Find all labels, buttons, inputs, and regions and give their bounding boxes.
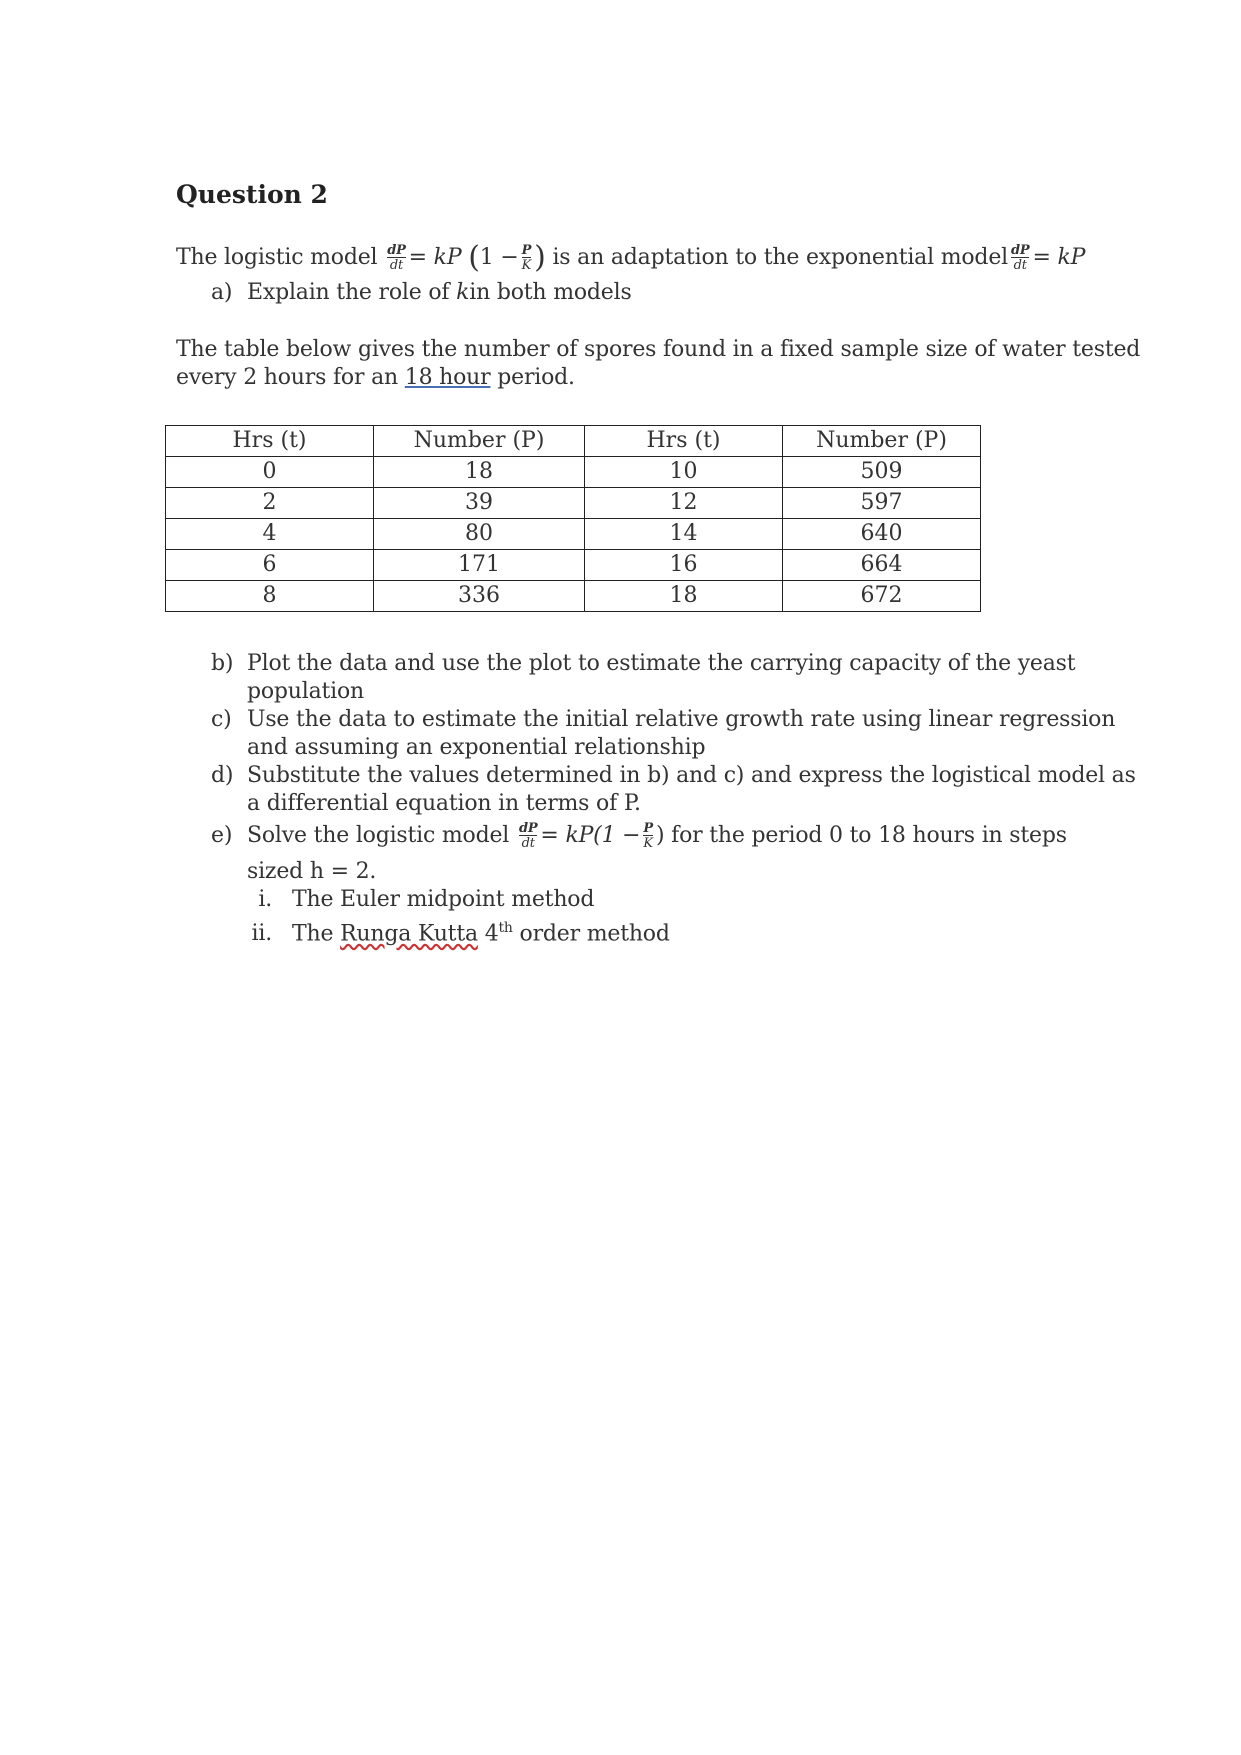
- one-minus: 1 −: [479, 245, 519, 270]
- part-c-line2: and assuming an exponential relationship: [247, 735, 706, 760]
- table-cell: 664: [783, 550, 981, 581]
- header-hrs-1: Hrs (t): [166, 426, 374, 457]
- part-e-rhs: = kP(1 −: [540, 823, 641, 848]
- table-row: [166, 519, 981, 550]
- hour-link: 18 hour: [404, 365, 491, 390]
- k-symbol: k: [456, 280, 470, 305]
- table-cell: 14: [585, 519, 783, 550]
- part-a-text: Explain the role of: [247, 280, 450, 305]
- part-e-line2: sized h = 2.: [247, 859, 377, 884]
- subpart-i: i. The Euler midpoint method: [200, 886, 594, 914]
- table-header-row: [166, 426, 981, 457]
- table-cell: 336: [374, 581, 585, 612]
- intro-prefix: The logistic model: [176, 245, 378, 270]
- question-title: Question 2: [176, 180, 328, 209]
- part-b-line1: b) Plot the data and use the plot to estimate the carrying capacity of the yeast: [211, 651, 1076, 676]
- subpart-ii-marker: ii.: [251, 921, 272, 947]
- p-over-k-fraction-2: $\frac{P}{K}$: [643, 821, 653, 851]
- subpart-i-marker: i.: [258, 887, 272, 912]
- header-number-1: Number (P): [374, 426, 585, 457]
- part-c-marker: c): [211, 707, 232, 732]
- part-e-line1: e) Solve the logistic model $\frac{dP}{dt}$ = kP(1 − $\frac{P}{K}$ ) for the period 0 to 18 hours in steps: [211, 821, 1067, 851]
- table-cell: 0: [166, 457, 374, 488]
- dpdt-fraction-3: $\frac{dP}{dt}$: [518, 821, 538, 851]
- part-c-line1: c) Use the data to estimate the initial relative growth rate using linear regression: [211, 707, 1116, 732]
- table-cell: 6: [166, 550, 374, 581]
- table-cell: 80: [374, 519, 585, 550]
- table-row: [166, 550, 981, 581]
- dpdt-fraction: $\frac{dP}{dt}$: [387, 243, 406, 273]
- part-d-marker: d): [211, 763, 234, 788]
- part-a: [211, 279, 632, 307]
- intro-line: The logistic model $\frac{dP}{dt}$ = kP (1 − $\frac{P}{K}$ ) is an adaptation to the exponential model $\frac{dP}{dt}$ = kP: [176, 240, 1086, 275]
- dpdt-fraction-2: $\frac{dP}{dt}$: [1010, 243, 1030, 273]
- table-cell: 672: [783, 581, 981, 612]
- subpart-ii: ii. The Runga Kutta 4th order method: [200, 914, 670, 948]
- table-cell: 18: [374, 457, 585, 488]
- spellcheck-word: Runga Kutta: [340, 921, 478, 947]
- part-a-text-end: in both models: [469, 280, 632, 305]
- part-d-line1: d) Substitute the values determined in b) and c) and express the logistical model as: [211, 763, 1136, 788]
- part-b-marker: b): [211, 651, 234, 676]
- table-cell: 39: [374, 488, 585, 519]
- intro-middle: is an adaptation to the exponential model: [552, 245, 1008, 270]
- table-cell: 640: [783, 519, 981, 550]
- part-e-marker: e): [211, 823, 233, 848]
- table-row: [166, 488, 981, 519]
- table-cell: 2: [166, 488, 374, 519]
- table-row: [166, 457, 981, 488]
- table-cell: 10: [585, 457, 783, 488]
- part-b-line2: population: [247, 679, 365, 704]
- table-cell: 18: [585, 581, 783, 612]
- header-hrs-2: Hrs (t): [585, 426, 783, 457]
- table-intro-line2: every 2 hours for an 18 hour period.: [176, 365, 575, 390]
- table-cell: 8: [166, 581, 374, 612]
- spores-table: [165, 425, 981, 612]
- header-number-2: Number (P): [783, 426, 981, 457]
- part-d-line2: a differential equation in terms of P.: [247, 791, 641, 816]
- table-cell: 16: [585, 550, 783, 581]
- table-cell: 509: [783, 457, 981, 488]
- table-cell: 12: [585, 488, 783, 519]
- p-over-k-fraction: $\frac{P}{K}$: [521, 243, 532, 273]
- table-intro-line1: The table below gives the number of spores found in a fixed sample size of water tested: [176, 337, 1141, 362]
- table-cell: 171: [374, 550, 585, 581]
- table-row: [166, 581, 981, 612]
- exponential-rhs: = kP: [1032, 245, 1086, 270]
- part-a-marker: a): [211, 280, 233, 305]
- table-cell: 4: [166, 519, 374, 550]
- table-cell: 597: [783, 488, 981, 519]
- logistic-rhs: = kP: [408, 245, 462, 270]
